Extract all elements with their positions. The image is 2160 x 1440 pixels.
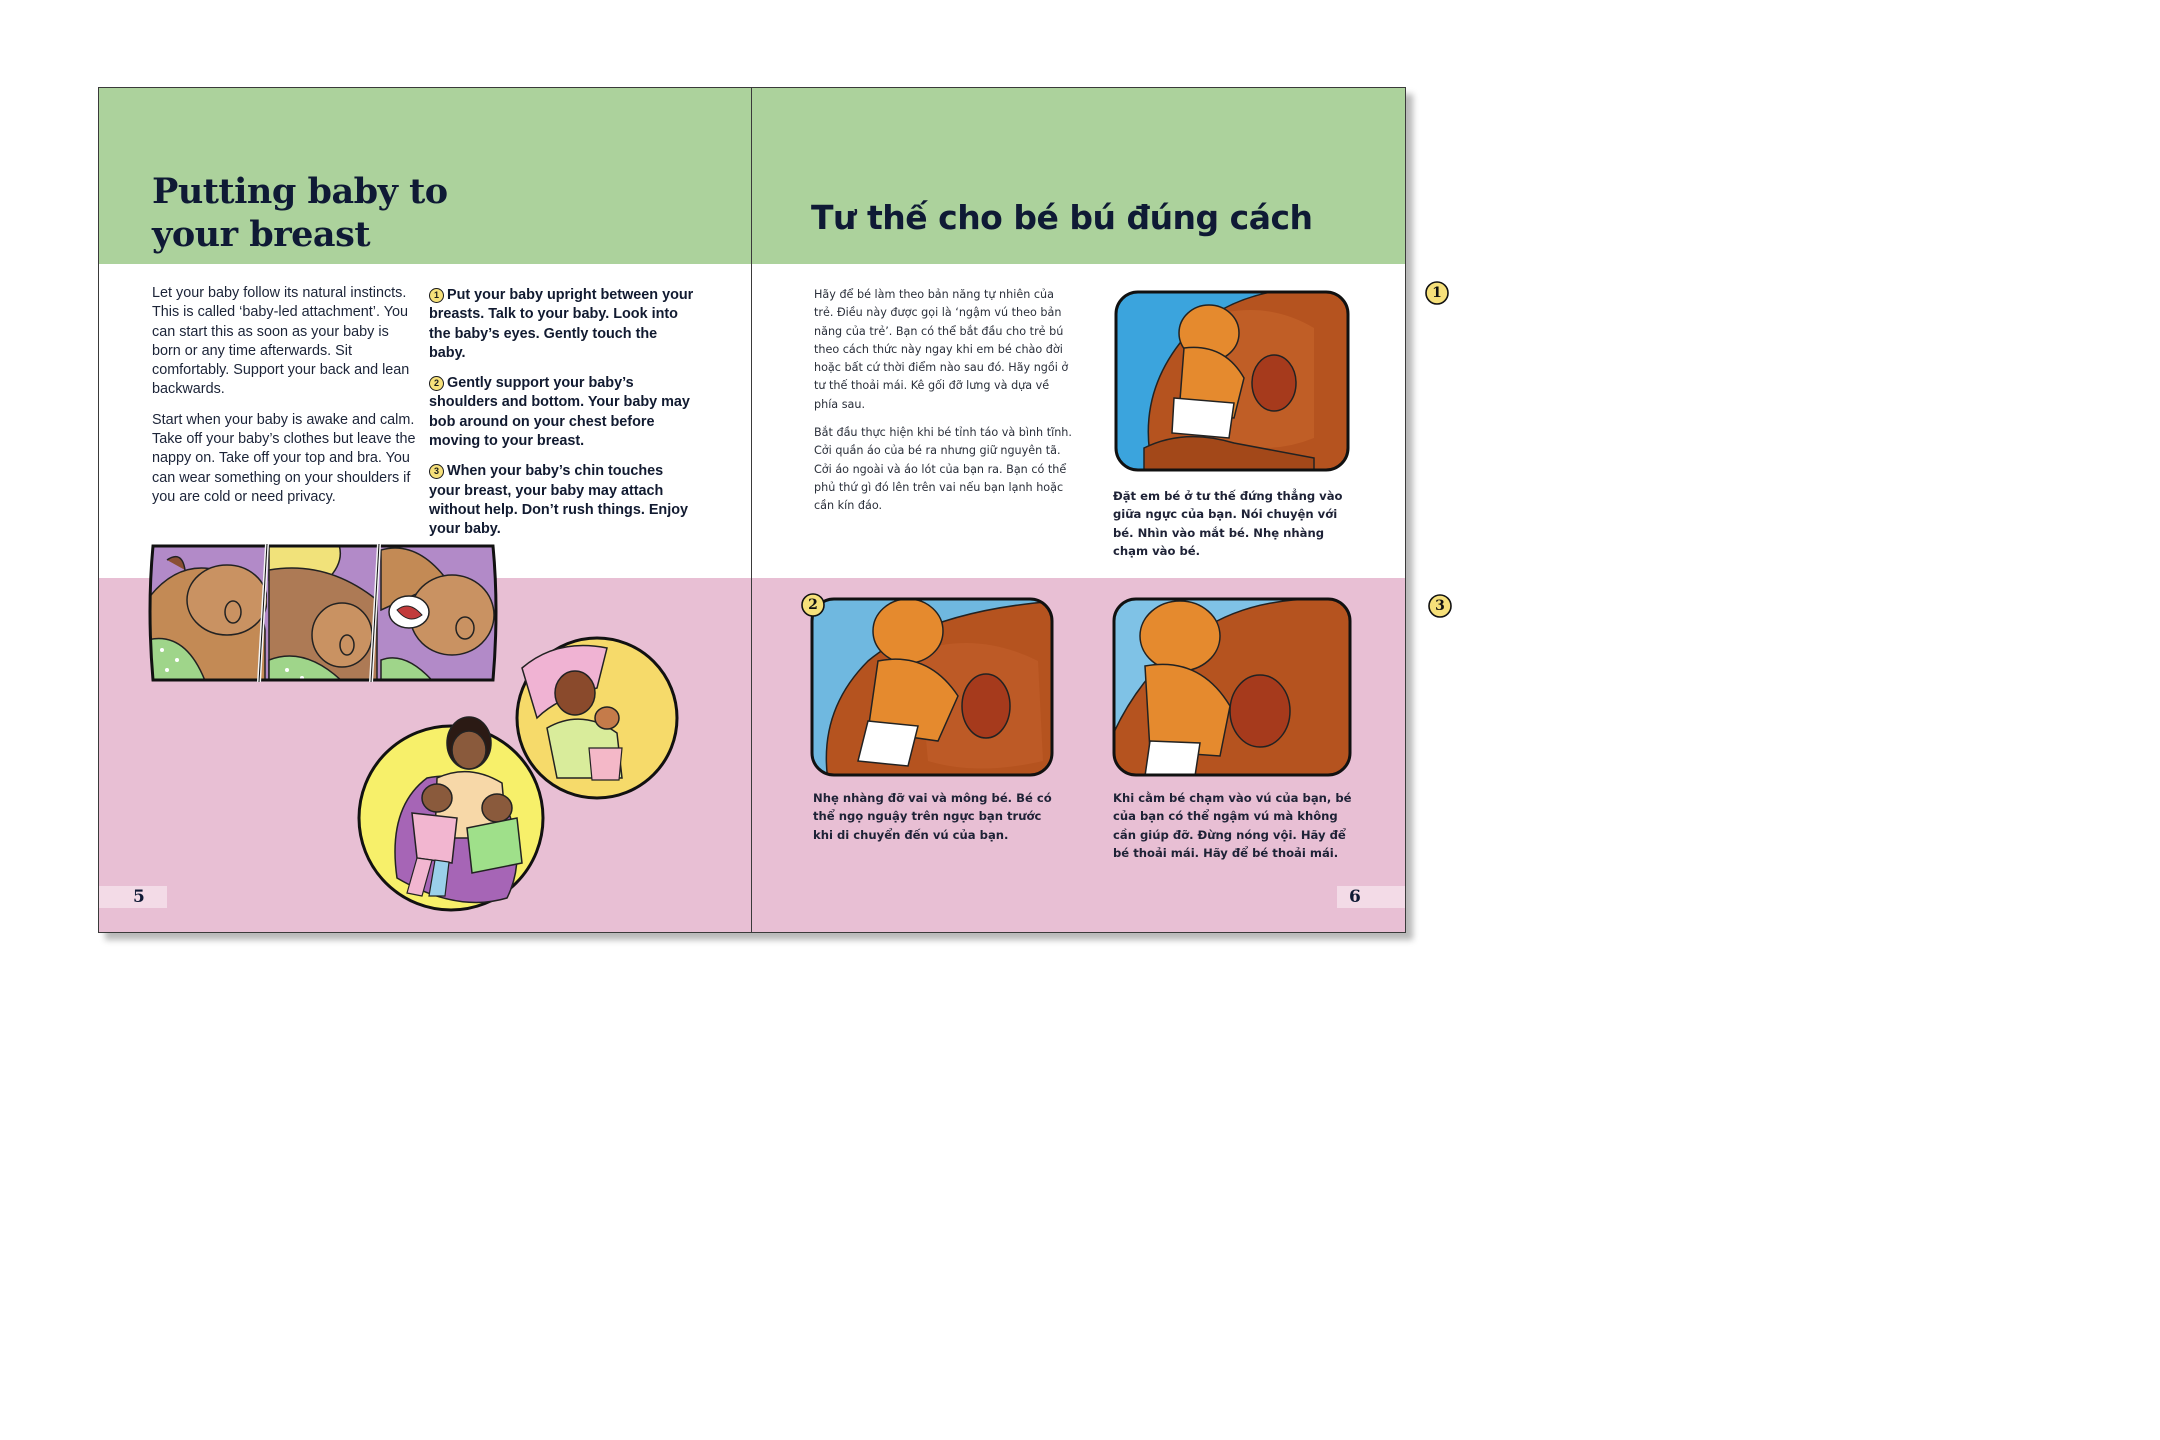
- step-item: [429, 462, 694, 539]
- step-1-illustration: [1114, 278, 1354, 474]
- booklet-spread: [98, 87, 1445, 933]
- left-page: [99, 88, 751, 932]
- right-page: [752, 88, 1445, 932]
- step-item: [429, 374, 694, 451]
- page-title: Putting baby to your breast: [152, 171, 448, 255]
- paragraph: Bắt đầu thực hiện khi bé tỉnh táo và bình tĩnh. Cởi quần áo của bé ra nhưng giữ nguyên tã. Cởi áo ngoài và áo lót của bạn ra. Bạn có thể phủ thứ gì đó lên trên vai nếu bạn lạnh hoặc cần kín đáo.: [814, 426, 1072, 513]
- step-number-badge: 2: [429, 376, 444, 391]
- step-caption: Khi cằm bé chạm vào vú của bạn, bé của bạn có thể ngậm vú mà không cần giúp đỡ. Đừng nóng vội. Hãy để bé thoải mái. Hãy để bé thoải mái.: [1113, 791, 1352, 860]
- step-number-label: 2: [808, 597, 818, 613]
- step-caption: Đặt em bé ở tư thế đứng thẳng vào giữa ngực của bạn. Nói chuyện với bé. Nhìn vào mắt bé. Nhẹ nhàng chạm vào bé.: [1113, 489, 1343, 558]
- steps-list: [429, 286, 694, 551]
- paragraph: Hãy để bé làm theo bản năng tự nhiên của trẻ. Điều này được gọi là ‘ngậm vú theo bản năng của trẻ’. Bạn có thể bắt đầu cho trẻ bú theo cách thức này ngay khi em bé chào đời hoặc bất cứ thời điểm nào sau đó. Hãy ngồi ở tư thế thoải mái. Kê gối đỡ lưng và dựa về phía sau.: [814, 288, 1069, 411]
- intro-text: [814, 286, 1076, 526]
- paragraph: Let your baby follow its natural instincts. This is called ‘baby-led attachment’. You can start this as soon as your baby is born or any time afterwards. Sit comfortably. Support your back and lean backwards.: [152, 285, 410, 398]
- step-text: Gently support your baby’s shoulders and bottom. Your baby may bob around on your chest before moving to your breast.: [429, 375, 690, 450]
- paragraph: Start when your baby is awake and calm. Take off your baby’s clothes but leave the nappy on. Take off your top and bra. You can wear something on your shoulders if you are cold or need privacy.: [152, 411, 416, 505]
- step-2-illustration: [808, 591, 1056, 781]
- step-number-label: 1: [1432, 285, 1442, 301]
- step-text: Put your baby upright between your breasts. Talk to your baby. Look into the baby’s eyes. Gently touch the baby.: [429, 287, 694, 361]
- step-number-badge: 3: [429, 464, 444, 479]
- step-3-illustration: [1110, 591, 1354, 781]
- step-text: When your baby’s chin touches your breast, your baby may attach without help. Don’t rush things. Enjoy your baby.: [429, 463, 689, 538]
- page-title: Tư thế cho bé bú đúng cách: [811, 198, 1313, 237]
- intro-text: [152, 284, 417, 518]
- step-number-label: 3: [1435, 598, 1445, 614]
- step-number-badge: 1: [429, 288, 444, 303]
- page-number: 5: [99, 886, 167, 908]
- step-item: [429, 286, 694, 363]
- breastfeeding-circles-illustration: [357, 628, 679, 908]
- header-band: [752, 88, 1405, 264]
- page-number: 6: [1337, 886, 1405, 908]
- step-caption: Nhẹ nhàng đỡ vai và mông bé. Bé có thể ngọ nguậy trên ngực bạn trước khi di chuyển đến vú của bạn.: [813, 791, 1052, 842]
